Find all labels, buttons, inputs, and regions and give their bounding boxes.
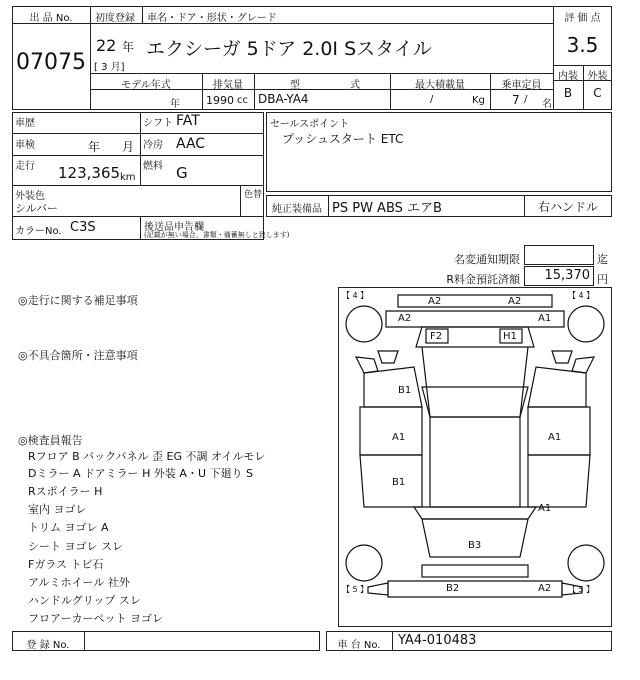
sales-point-label: セールスポイント: [270, 119, 350, 130]
damage-rear-bumper: B2: [446, 583, 460, 594]
chassis-value: YA4-010483: [398, 633, 477, 648]
defect-notes-label: ◎不具合箇所・注意事項: [18, 349, 138, 362]
chassis-label: 車 台 No.: [337, 640, 381, 651]
reg-label: 登 録 No.: [26, 640, 70, 651]
report-line: Rフロア B バックパネル 歪 EG 不調 オイルモレ: [28, 450, 266, 463]
history-label: 車歴: [15, 118, 35, 129]
tire-front-right: 【 4 】: [568, 291, 595, 300]
interior-label: 内装: [558, 71, 578, 82]
displacement-label: 排気量: [213, 80, 243, 91]
report-line: Fガラス トビ石: [28, 558, 104, 571]
mileage-unit: km: [120, 172, 136, 183]
capacity-value: 7: [512, 93, 520, 107]
type-label-2: 式: [350, 80, 360, 91]
car-label: 車名・ドア・形状・グレード: [147, 13, 277, 24]
name-change-label: 名変通知期限: [454, 253, 520, 266]
damage-front-bumper-right: A2: [508, 296, 522, 307]
running-notes-label: ◎走行に関する補足事項: [18, 294, 138, 307]
name-change-unit: 迄: [597, 253, 608, 266]
first-reg-year-unit: 年: [122, 40, 135, 54]
shift-label: シフト: [143, 118, 173, 129]
inspection-year: 年: [88, 140, 101, 154]
model-year-label: モデル年式: [121, 80, 171, 91]
damage-left-rear-door: B1: [392, 477, 406, 488]
displacement-unit: cc: [237, 95, 248, 106]
report-label: ◎検査員報告: [18, 434, 83, 447]
damage-rear-bumper-right: A2: [538, 583, 552, 594]
color-no-value: C3S: [70, 220, 96, 235]
report-line: アルミホイール 社外: [28, 576, 130, 589]
fuel-value: G: [176, 164, 188, 182]
capacity-slash: /: [524, 94, 528, 105]
first-reg-month: [ 3 月]: [94, 62, 125, 73]
doc-label: 後送品申告欄: [144, 222, 204, 233]
capacity-label: 乗車定員: [501, 80, 542, 91]
model-year-unit: 年: [170, 99, 180, 110]
exterior-label: 外装: [587, 71, 608, 82]
first-reg-label: 初度登録: [95, 13, 135, 24]
interior-grade: B: [563, 86, 573, 100]
displacement-value: 1990: [206, 94, 234, 107]
recycle-unit: 円: [597, 273, 608, 286]
score-value: 3.5: [566, 33, 599, 57]
fuel-label: 燃料: [143, 161, 163, 172]
color-no-label: カラーNo.: [15, 226, 62, 237]
damage-windshield-left: F2: [430, 331, 443, 342]
damage-right-quarter: A1: [538, 503, 552, 514]
recycle-amount: 15,370: [544, 268, 590, 283]
report-line: 室内 ヨゴレ: [28, 503, 87, 516]
shift-value: FAT: [176, 113, 200, 129]
type-value: DBA-YA4: [258, 92, 309, 106]
ac-label: 冷房: [143, 140, 163, 151]
exterior-color-value: シルバー: [15, 202, 58, 215]
inspection-month: 月: [122, 140, 135, 154]
tire-rear-left: 【 5 】: [342, 585, 369, 594]
report-line: シート ヨゴレ スレ: [28, 540, 123, 553]
tire-front-left: 【 4 】: [342, 291, 369, 300]
sales-point-value: プッシュスタート ETC: [282, 132, 404, 146]
damage-right-door: A1: [548, 432, 562, 443]
ac-value: AAC: [176, 136, 206, 152]
score-label: 評 価 点: [564, 13, 601, 24]
inspection-label: 車検: [15, 140, 35, 151]
lot-number: 07075: [16, 50, 86, 75]
color-change-label: 色替: [244, 190, 263, 200]
report-line: Dミラー A ドアミラー H 外装 A・U 下廻り S: [28, 467, 253, 480]
doc-note: (記載が無い場合、書類・備蓄無しと致します): [144, 231, 290, 239]
damage-windshield-right: H1: [503, 331, 517, 342]
damage-trunk: B3: [468, 540, 482, 551]
type-label: 型: [290, 80, 300, 91]
capacity-unit: 名: [542, 99, 552, 110]
report-line: フロアーカーペット ヨゴレ: [28, 612, 163, 625]
steering-value: 右ハンドル: [537, 200, 598, 214]
load-unit: Kg: [472, 95, 485, 106]
load-slash: /: [430, 94, 434, 105]
report-line: Rスポイラー H: [28, 485, 103, 498]
report-line: トリム ヨゴレ A: [28, 521, 109, 534]
first-reg-year: 22: [96, 36, 117, 55]
damage-left-door: A1: [392, 432, 406, 443]
load-label: 最大積載量: [415, 80, 465, 91]
equipment-value: PS PW ABS エアB: [332, 201, 442, 216]
report-line: ハンドルグリップ スレ: [28, 594, 141, 607]
mileage-value: 123,365: [58, 164, 121, 182]
damage-hood-left: A2: [398, 313, 412, 324]
name-change-box: [524, 245, 594, 265]
details-frame: [12, 112, 264, 240]
mileage-label: 走行: [15, 161, 35, 172]
recycle-label: R料金預託済額: [446, 273, 520, 286]
equipment-label: 純正装備品: [272, 204, 322, 215]
exterior-grade: C: [593, 86, 602, 100]
car-name: エクシーガ 5ドア 2.0I Sスタイル: [146, 38, 432, 60]
tire-rear-right: 【 5 】: [568, 585, 595, 594]
damage-left-fender: B1: [398, 385, 412, 396]
exterior-color-label: 外装色: [15, 191, 45, 202]
damage-hood-right: A1: [538, 313, 552, 324]
lot-label: 出 品 No.: [29, 13, 73, 24]
car-outline: [338, 287, 612, 627]
damage-front-bumper-left: A2: [428, 296, 442, 307]
